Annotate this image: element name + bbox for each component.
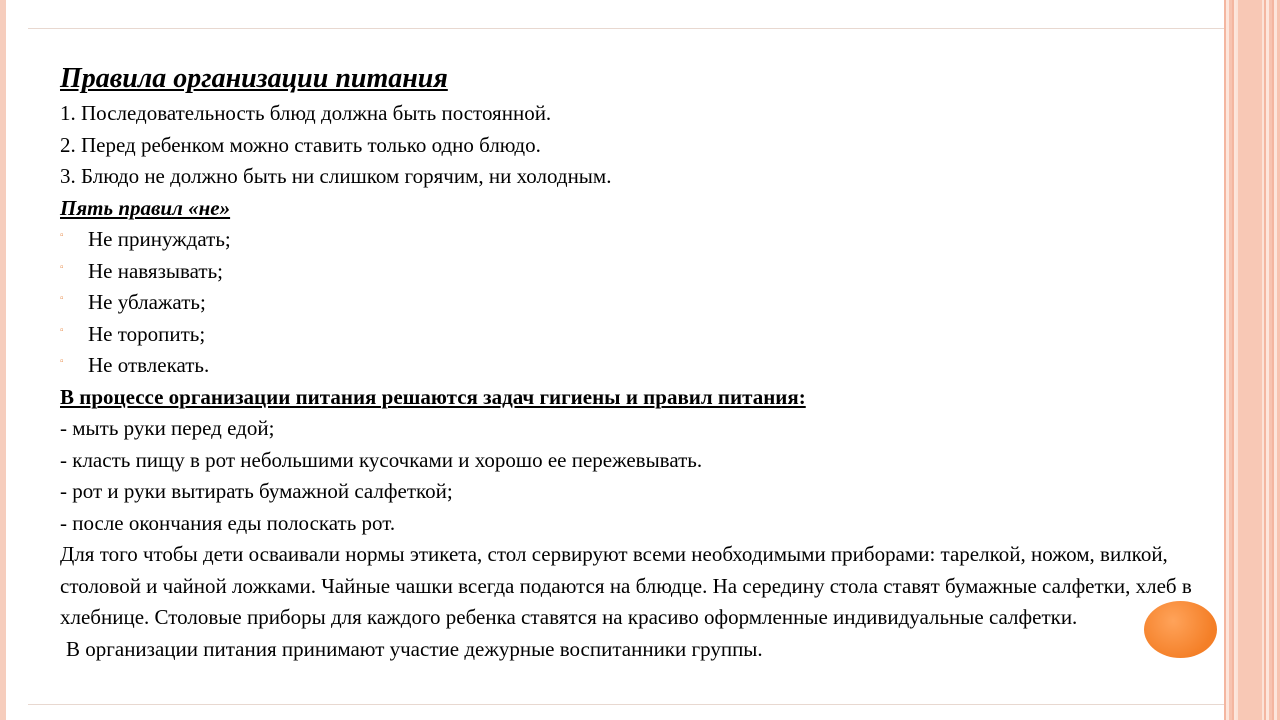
hygiene-item: - после окончания еды полоскать рот. [60, 510, 396, 535]
bullet-item: ▫ Не принуждать; [60, 224, 1230, 256]
slide-content [60, 60, 1230, 665]
frame-line-bottom [28, 704, 1224, 705]
left-decor-stripe [0, 0, 6, 720]
hygiene-item: - рот и руки вытирать бумажной салфеткой; [60, 479, 453, 503]
bullet-icon: ▫ [60, 356, 64, 367]
rule-item: 2. Перед ребенком можно ставить только одно блюдо. [60, 132, 541, 157]
slide-title: Правила организации питания [60, 63, 448, 94]
bullet-item: ▫ Не отвлекать. [60, 350, 1230, 382]
bullet-icon: ▫ [60, 293, 64, 304]
bullet-item: ▫ Не ублажать; [60, 287, 1230, 319]
hygiene-item: - класть пищу в рот небольшими кусочками и хорошо ее пережевывать. [60, 447, 703, 472]
bullet-item: ▫ Не навязывать; [60, 256, 1230, 288]
duty-paragraph: В организации питания принимают участие дежурные воспитанники группы. [66, 636, 763, 661]
rule-item: 3. Блюдо не должно быть ни слишком горячим, ни холодным. [60, 164, 612, 188]
bullet-item: ▫ Не торопить; [60, 319, 1230, 351]
rule-item: 1. Последовательность блюд должна быть постоянной. [60, 101, 552, 125]
bullet-icon: ▫ [60, 230, 64, 241]
bullet-icon: ▫ [60, 324, 64, 336]
hygiene-item: - мыть руки перед едой; [60, 416, 275, 440]
hygiene-heading: В процессе организации питания решаются задач гигиены и правил питания: [60, 384, 806, 409]
frame-line-top [28, 28, 1224, 29]
etiquette-paragraph: Для того чтобы дети осваивали нормы этикета, стол сервируют всеми необходимыми приборами: тарелкой, ножом, вилкой, столовой и чайной ложками. Чайные чашки всегда подаются на блюдце. На середину стола ставят бумажные салфетки, хлеб в хлебнице. Столовые приборы для каждого ребенка ставятся на красиво оформленные индивидуальные салфетки. [60, 542, 1192, 629]
five-rules-heading: Пять правил «не» [60, 195, 231, 220]
right-decor-band [1224, 0, 1280, 720]
bullet-icon: ▫ [60, 261, 64, 273]
